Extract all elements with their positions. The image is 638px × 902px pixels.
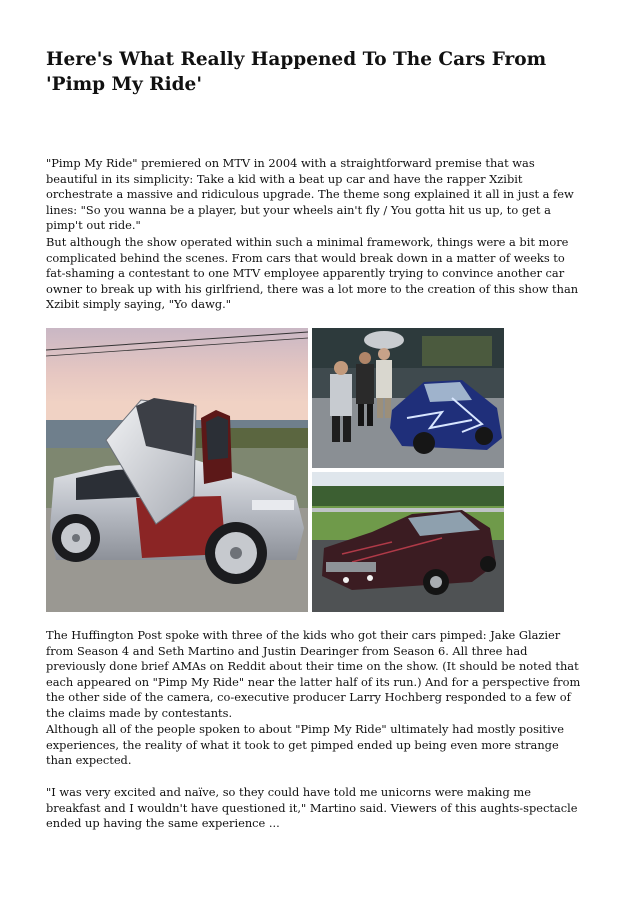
- paragraph-intro: "Pimp My Ride" premiered on MTV in 2004 with a straightforward premise that was beautiful in its simplicity: Take a kid with a beat up car and have the rapper Xzibit orchestrate a massive and ridiculous upgrade. The theme song explained it all in just a few lines: "So you wanna be a player, but your wheels ain't fly / You gotta hit us up, to get a pimp't out ride.": [46, 156, 574, 233]
- photo-blue-lightning-car-group: [312, 328, 504, 468]
- photo-dark-red-car: [312, 472, 504, 612]
- paragraph-huffington-post: The Huffington Post spoke with three of the kids who got their cars pimped: Jake Glazier from Season 4 and Seth Martino and Justin Dearinger from Season 6. All three had previously done brief AMAs on Reddit about their time on the show. (It should be noted that each appeared on "Pimp My Ride" near the latter half of its run.) And for a perspective from the other side of the camera, co-executive producer Larry Hochberg responded to a few of the claims made by contestants.: [46, 628, 581, 720]
- paragraph-martino-quote: "I was very excited and naïve, so they could have told me unicorns were making me breakfast and I wouldn't have questioned it," Martino said. Viewers of this aughts-spectacle ended up having the same experience ...: [46, 785, 578, 831]
- article-title: Here's What Really Happened To The Cars From 'Pimp My Ride': [46, 49, 547, 95]
- paragraph-behind-scenes: But although the show operated within such a minimal framework, things were a bit more complicated behind the scenes. From cars that would break down in a matter of weeks to fat-shaming a contestant to one MTV employee apparently trying to convince another car owner to break up with his girlfriend, there was a lot more to the creation of this show than Xzibit simply saying, "Yo dawg.": [46, 235, 579, 312]
- paragraph-experiences: Although all of the people spoken to about "Pimp My Ride" ultimately had mostly positive experiences, the reality of what it took to get pimped ended up being even more strange than expected.: [46, 722, 564, 768]
- photo-silver-car-scissor-doors: [46, 328, 308, 612]
